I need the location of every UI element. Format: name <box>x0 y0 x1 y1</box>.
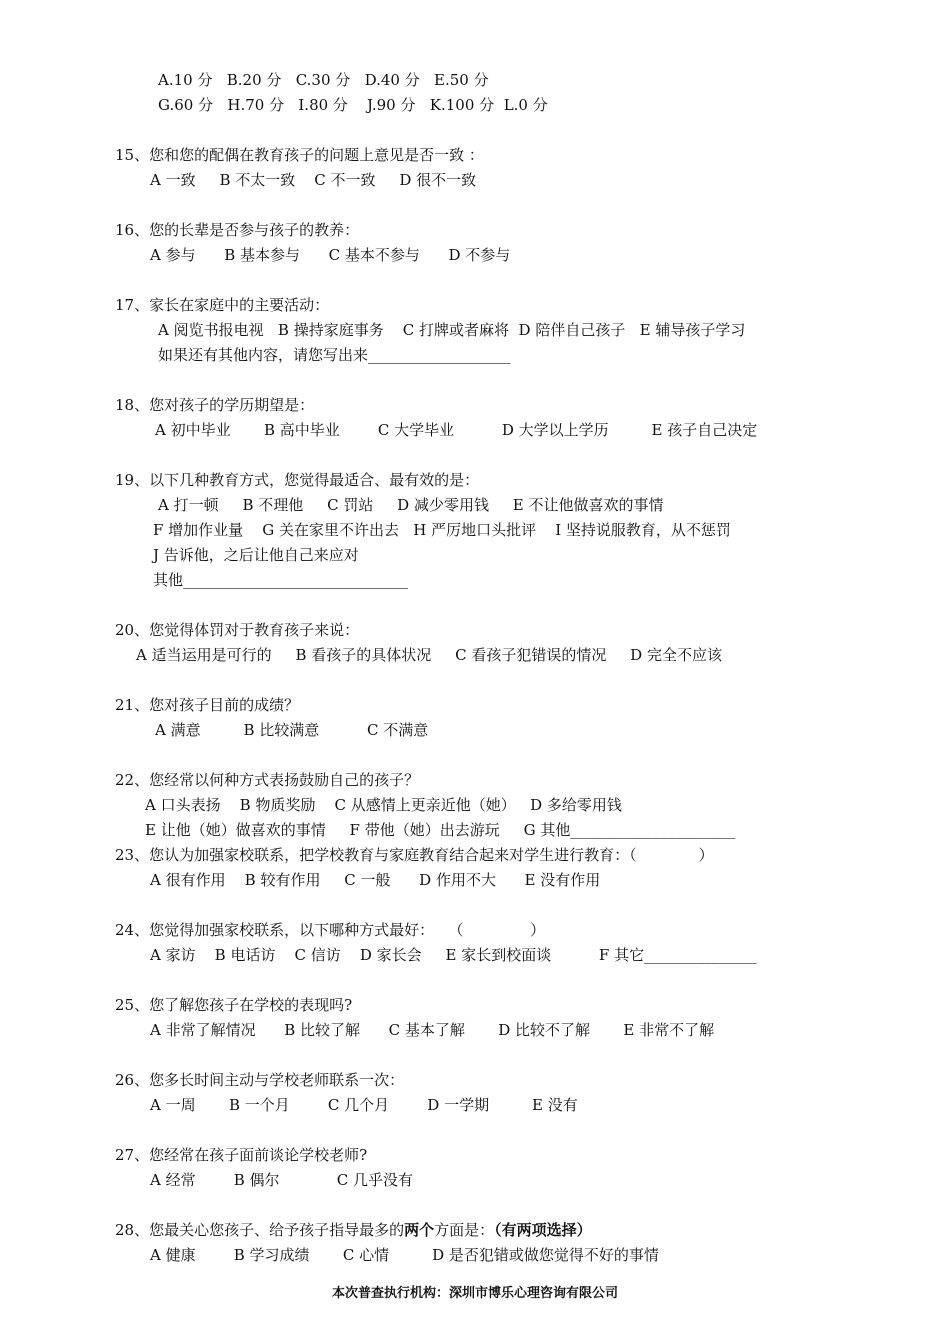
q25-question: 25、您了解您孩子在学校的表现吗? <box>115 996 353 1014</box>
q23-options: A 很有作用 B 较有作用 C 一般 D 作用不大 E 没有作用 <box>150 871 601 889</box>
q24-question: 24、您觉得加强家校联系，以下哪种方式最好： （ ） <box>115 921 546 939</box>
q20-options: A 适当运用是可行的 B 看孩子的具体状况 C 看孩子犯错误的情况 D 完全不应该 <box>136 646 722 664</box>
q26-options: A 一周 B 一个月 C 几个月 D 一学期 E 没有 <box>150 1096 578 1114</box>
q16-options: A 参与 B 基本参与 C 基本不参与 D 不参与 <box>150 246 511 264</box>
q15-options: A 一致 B 不太一致 C 不一致 D 很不一致 <box>150 171 477 189</box>
q28-question <box>115 1220 592 1240</box>
q28-emphasis-note: （有两项选择） <box>494 1221 592 1239</box>
q19-other-fill: 其他______________________________ <box>153 571 409 589</box>
q21-question: 21、您对孩子目前的成绩？ <box>115 696 300 714</box>
q24-options: A 家访 B 电话访 C 信访 D 家长会 E 家长到校面谈 F 其它_______________ <box>150 946 757 964</box>
q22-question: 22、您经常以何种方式表扬鼓励自己的孩子？ <box>115 771 420 789</box>
q26-question: 26、您多长时间主动与学校老师联系一次： <box>115 1071 405 1089</box>
q21-options: A 满意 B 比较满意 C 不满意 <box>155 721 429 739</box>
q17-options: A 阅览书报电视 B 操持家庭事务 C 打牌或者麻将 D 陪伴自己孩子 E 辅导孩子学习 <box>158 321 746 339</box>
q19-options-row2: F 增加作业量 G 关在家里不许出去 H 严厉地口头批评 I 坚持说服教育，从不惩罚 <box>153 521 731 539</box>
q20-question: 20、您觉得体罚对于教育孩子来说： <box>115 621 360 639</box>
q17-other-fill: 如果还有其他内容，请您写出来___________________ <box>158 346 511 364</box>
q19-options-row3: J 告诉他，之后让他自己来应对 <box>153 546 359 564</box>
q28-emphasis-two: 两个 <box>404 1221 435 1239</box>
q28-options: A 健康 B 学习成绩 C 心情 D 是否犯错或做您觉得不好的事情 <box>150 1246 659 1264</box>
q22-options-row1: A 口头表扬 B 物质奖励 C 从感情上更亲近他（她） D 多给零用钱 <box>145 796 622 814</box>
q18-question: 18、您对孩子的学历期望是： <box>115 396 315 414</box>
q19-question: 19、以下几种教育方式，您觉得最适合、最有效的是： <box>115 471 480 489</box>
q23-question: 23、您认为加强家校联系，把学校教育与家庭教育结合起来对学生进行教育：（ ） <box>115 846 714 864</box>
q15-question: 15、您和您的配偶在教育孩子的问题上意见是否一致 ： <box>115 146 484 164</box>
q28-text-2: 方面是： <box>434 1221 495 1239</box>
q16-question: 16、您的长辈是否参与孩子的教养： <box>115 221 360 239</box>
q27-options: A 经常 B 偶尔 C 几乎没有 <box>150 1171 413 1189</box>
q22-options-row2: E 让他（她）做喜欢的事情 F 带他（她）出去游玩 G 其他______________________ <box>145 821 736 839</box>
q19-options-row1: A 打一顿 B 不理他 C 罚站 D 减少零用钱 E 不让他做喜欢的事情 <box>158 496 664 514</box>
page-footer: 本次普查执行机构：深圳市博乐心理咨询有限公司 <box>331 1286 618 1301</box>
q14-options-row1: A.10 分 B.20 分 C.30 分 D.40 分 E.50 分 <box>158 71 489 89</box>
q17-question: 17、家长在家庭中的主要活动： <box>115 296 330 314</box>
q27-question: 27、您经常在孩子面前谈论学校老师? <box>115 1146 368 1164</box>
q18-options: A 初中毕业 B 高中毕业 C 大学毕业 D 大学以上学历 E 孩子自己决定 <box>155 421 758 439</box>
q28-text-1: 28、您最关心您孩子、给予孩子指导最多的 <box>115 1221 405 1239</box>
q25-options: A 非常了解情况 B 比较了解 C 基本了解 D 比较不了解 E 非常不了解 <box>150 1021 715 1039</box>
q14-options-row2: G.60 分 H.70 分 I.80 分 J.90 分 K.100 分 L.0 分 <box>158 96 548 114</box>
